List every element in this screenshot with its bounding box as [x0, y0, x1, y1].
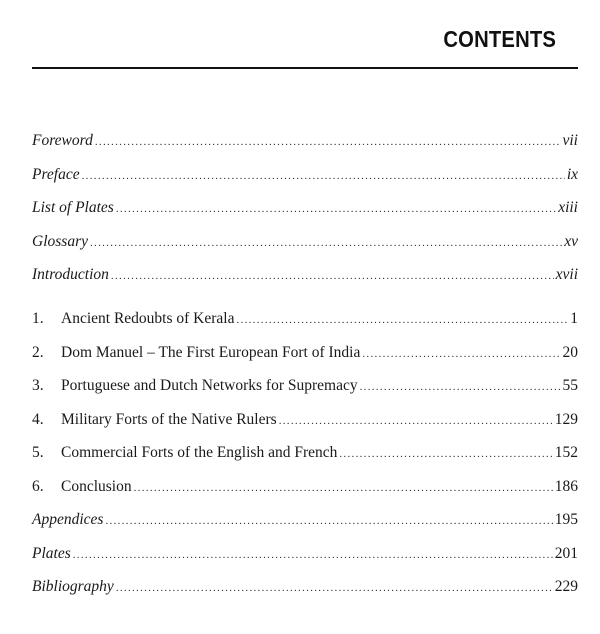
- chapter-number: 5.: [32, 444, 44, 461]
- dot-leader: [362, 344, 560, 364]
- dot-leader: [236, 310, 568, 330]
- entry-page: xvii: [555, 266, 578, 283]
- chapter-number: 4.: [32, 410, 44, 428]
- back-matter-list: [32, 510, 578, 611]
- dot-leader: [73, 545, 553, 565]
- entry-title: Dom Manuel – The First European Fort of India: [61, 343, 361, 361]
- entry-title: Appendices: [32, 511, 104, 528]
- chapter-number: 6.: [32, 477, 44, 495]
- entry-page: 195: [554, 511, 578, 528]
- heading-rule: [32, 67, 578, 69]
- entry-page: xv: [564, 232, 578, 250]
- entry-title: Foreword: [32, 132, 93, 149]
- entry-page: 1: [570, 310, 578, 327]
- dot-leader: [105, 511, 552, 531]
- chapter-number: 1.: [32, 310, 44, 327]
- contents-heading: CONTENTS: [443, 26, 556, 52]
- toc-entry-chapter-6[interactable]: [32, 477, 578, 511]
- entry-page: 229: [554, 578, 578, 595]
- entry-page: vii: [562, 132, 578, 149]
- toc-entry-chapter-4[interactable]: [32, 410, 578, 444]
- toc-entry-list-of-plates[interactable]: [32, 198, 578, 232]
- entry-title: Introduction: [32, 266, 109, 283]
- toc-entry-plates[interactable]: [32, 544, 578, 578]
- entry-page: 186: [554, 477, 578, 495]
- entry-title: Commercial Forts of the English and French: [61, 444, 338, 461]
- entry-page: 152: [554, 444, 578, 461]
- dot-leader: [134, 478, 553, 498]
- dot-leader: [116, 578, 553, 598]
- entry-page: xiii: [558, 199, 578, 216]
- entry-title: List of Plates: [32, 199, 114, 216]
- dot-leader: [95, 132, 561, 152]
- chapter-number: 3.: [32, 377, 44, 394]
- toc-entry-bibliography[interactable]: [32, 577, 578, 611]
- toc-entry-chapter-5[interactable]: [32, 443, 578, 477]
- toc-entry-chapter-2[interactable]: [32, 343, 578, 377]
- entry-title: Glossary: [32, 232, 88, 250]
- entry-page: 201: [554, 544, 578, 562]
- toc-entry-preface[interactable]: [32, 165, 578, 199]
- entry-page: 55: [562, 377, 578, 394]
- entry-title: Military Forts of the Native Rulers: [61, 410, 277, 428]
- dot-leader: [90, 233, 562, 253]
- dot-leader: [116, 199, 556, 219]
- toc-entry-foreword[interactable]: [32, 131, 578, 165]
- dot-leader: [111, 266, 554, 286]
- entry-page: 129: [554, 410, 578, 428]
- entry-title: Ancient Redoubts of Kerala: [61, 310, 235, 327]
- dot-leader: [279, 411, 553, 431]
- dot-leader: [339, 444, 552, 464]
- entry-title: Preface: [32, 165, 80, 183]
- entry-page: 20: [562, 343, 578, 361]
- front-matter-list: [32, 131, 578, 299]
- toc-entry-chapter-3[interactable]: [32, 376, 578, 410]
- entry-title: Conclusion: [61, 477, 132, 495]
- entry-title: Plates: [32, 544, 71, 562]
- dot-leader: [360, 377, 561, 397]
- toc-entry-appendices[interactable]: [32, 510, 578, 544]
- dot-leader: [82, 166, 565, 186]
- entry-title: Bibliography: [32, 578, 114, 595]
- chapter-number: 2.: [32, 343, 44, 361]
- chapter-list: [32, 309, 578, 510]
- toc-entry-chapter-1[interactable]: [32, 309, 578, 343]
- entry-title: Portuguese and Dutch Networks for Supremacy: [61, 377, 358, 394]
- toc-entry-glossary[interactable]: [32, 232, 578, 266]
- toc-entry-introduction[interactable]: [32, 265, 578, 299]
- entry-page: ix: [566, 165, 578, 183]
